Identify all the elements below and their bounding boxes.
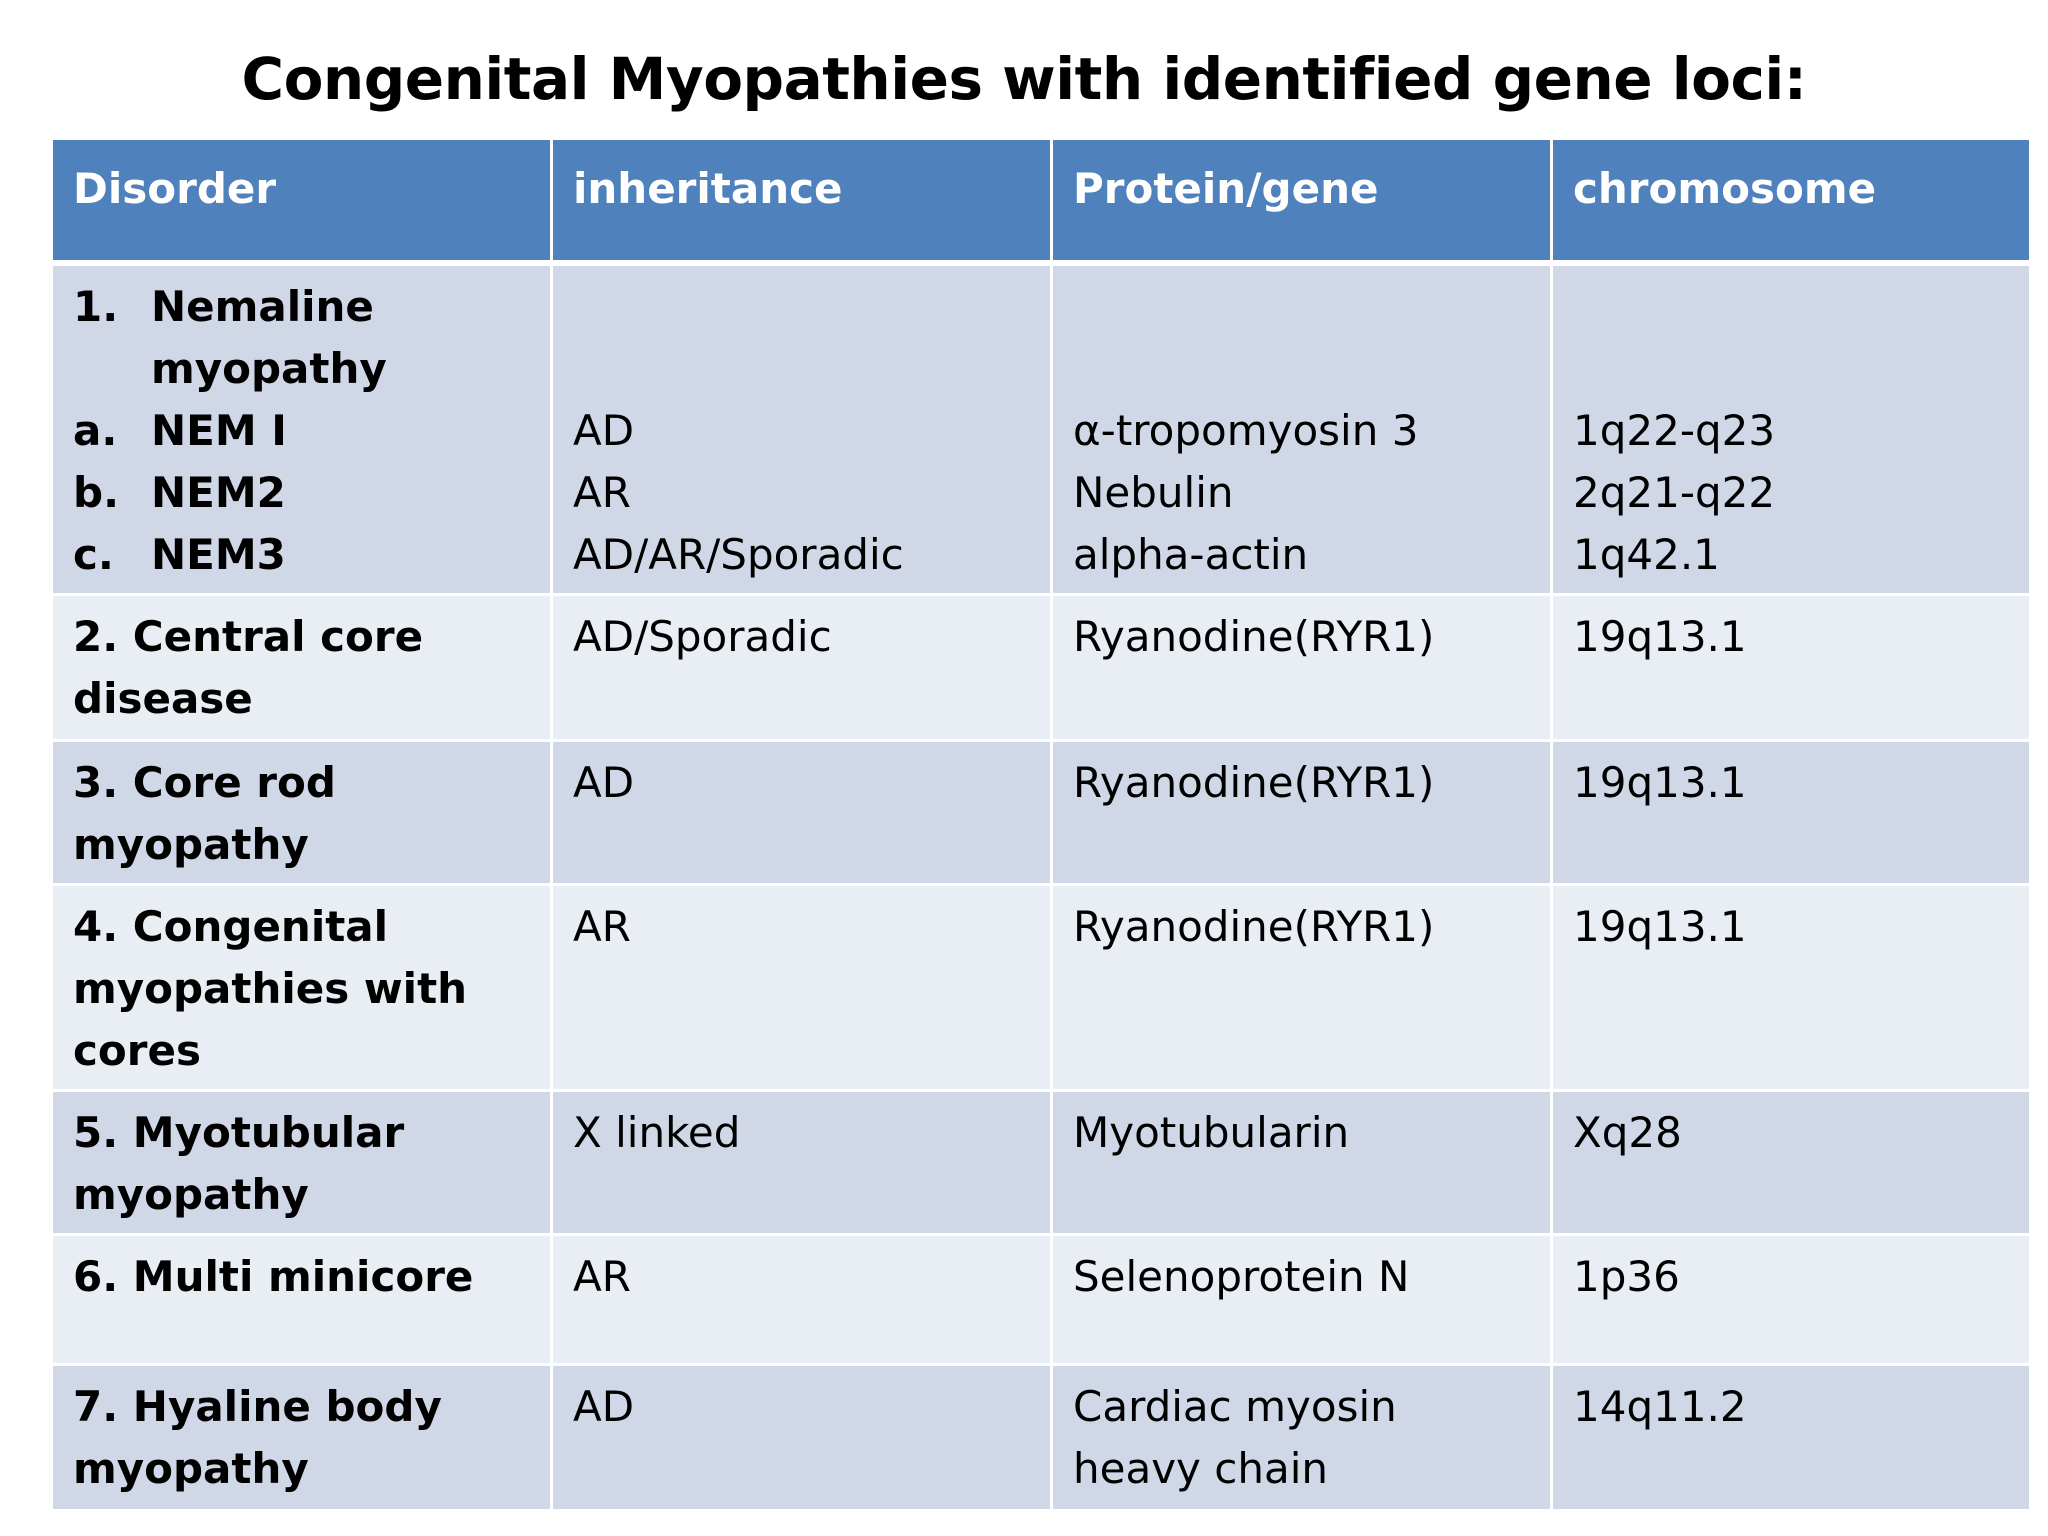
list-marker: 1. [73,282,119,331]
table-cell-disorder: 4. Congenital myopathies with cores [53,886,553,1092]
slide-title: Congenital Myopathies with identified gene loci: [241,45,1807,113]
list-marker: b. [73,468,120,517]
table-cell-text: Nebulin [1073,468,1234,517]
nemaline-main-label: Nemaline myopathy [151,282,387,393]
table-cell-text: 2q21-q22 [1573,468,1776,517]
nemaline-list [73,276,530,586]
table-cell-inheritance: AD [553,742,1053,886]
table-cell-chromosome: 19q13.1 [1553,596,2029,742]
nemaline-main-item [73,276,530,400]
table-cell-text: AD [573,406,635,455]
table-cell-chromosome: Xq28 [1553,1092,2029,1236]
table-cell-chromosome: 19q13.1 [1553,886,2029,1092]
table-cell-protein: Cardiac myosin heavy chain [1053,1366,1553,1512]
nemaline-subtype-label: NEM2 [151,468,286,517]
header-inheritance: inheritance [553,140,1053,266]
header-disorder: Disorder [53,140,553,266]
table-cell-disorder: 5. Myotubular myopathy [53,1092,553,1236]
nemaline-disorder-cell [53,266,553,596]
table-cell-protein: Ryanodine(RYR1) [1053,742,1553,886]
header-chromosome: chromosome [1553,140,2029,266]
nemaline-subtype-item [73,524,530,586]
table-cell-text: 1q42.1 [1573,530,1720,579]
list-marker: a. [73,406,118,455]
header-protein-gene: Protein/gene [1053,140,1553,266]
nemaline-subtype-label: NEM3 [151,530,286,579]
nemaline-subtype-item [73,462,530,524]
list-marker: c. [73,530,114,579]
table-cell-disorder: 7. Hyaline body myopathy [53,1366,553,1512]
table-cell-protein: Ryanodine(RYR1) [1053,886,1553,1092]
nemaline-chromosome-cell [1553,266,2029,596]
table-cell-protein: Selenoprotein N [1053,1236,1553,1366]
table-cell-inheritance: AR [553,1236,1053,1366]
table-cell-inheritance: AR [553,886,1053,1092]
myopathy-table [53,140,2029,1512]
table-cell-chromosome: 14q11.2 [1553,1366,2029,1512]
nemaline-protein-cell [1053,266,1553,596]
table-cell-text: 1q22-q23 [1573,406,1776,455]
nemaline-subtype-label: NEM I [151,406,287,455]
table-cell-disorder: 6. Multi minicore [53,1236,553,1366]
table-cell-chromosome: 1p36 [1553,1236,2029,1366]
table-cell-protein: Myotubularin [1053,1092,1553,1236]
table-cell-protein: Ryanodine(RYR1) [1053,596,1553,742]
table-cell-text: α-tropomyosin 3 [1073,406,1419,455]
table-cell-inheritance: AD/Sporadic [553,596,1053,742]
nemaline-subtype-item [73,400,530,462]
table-cell-inheritance: X linked [553,1092,1053,1236]
table-cell-text: AR [573,468,631,517]
table-cell-disorder: 3. Core rod myopathy [53,742,553,886]
table-cell-disorder: 2. Central core disease [53,596,553,742]
table-cell-inheritance: AD [553,1366,1053,1512]
table-cell-chromosome: 19q13.1 [1553,742,2029,886]
table-cell-text: alpha-actin [1073,530,1309,579]
table-cell-text: AD/AR/Sporadic [573,530,904,579]
nemaline-inheritance-cell [553,266,1053,596]
